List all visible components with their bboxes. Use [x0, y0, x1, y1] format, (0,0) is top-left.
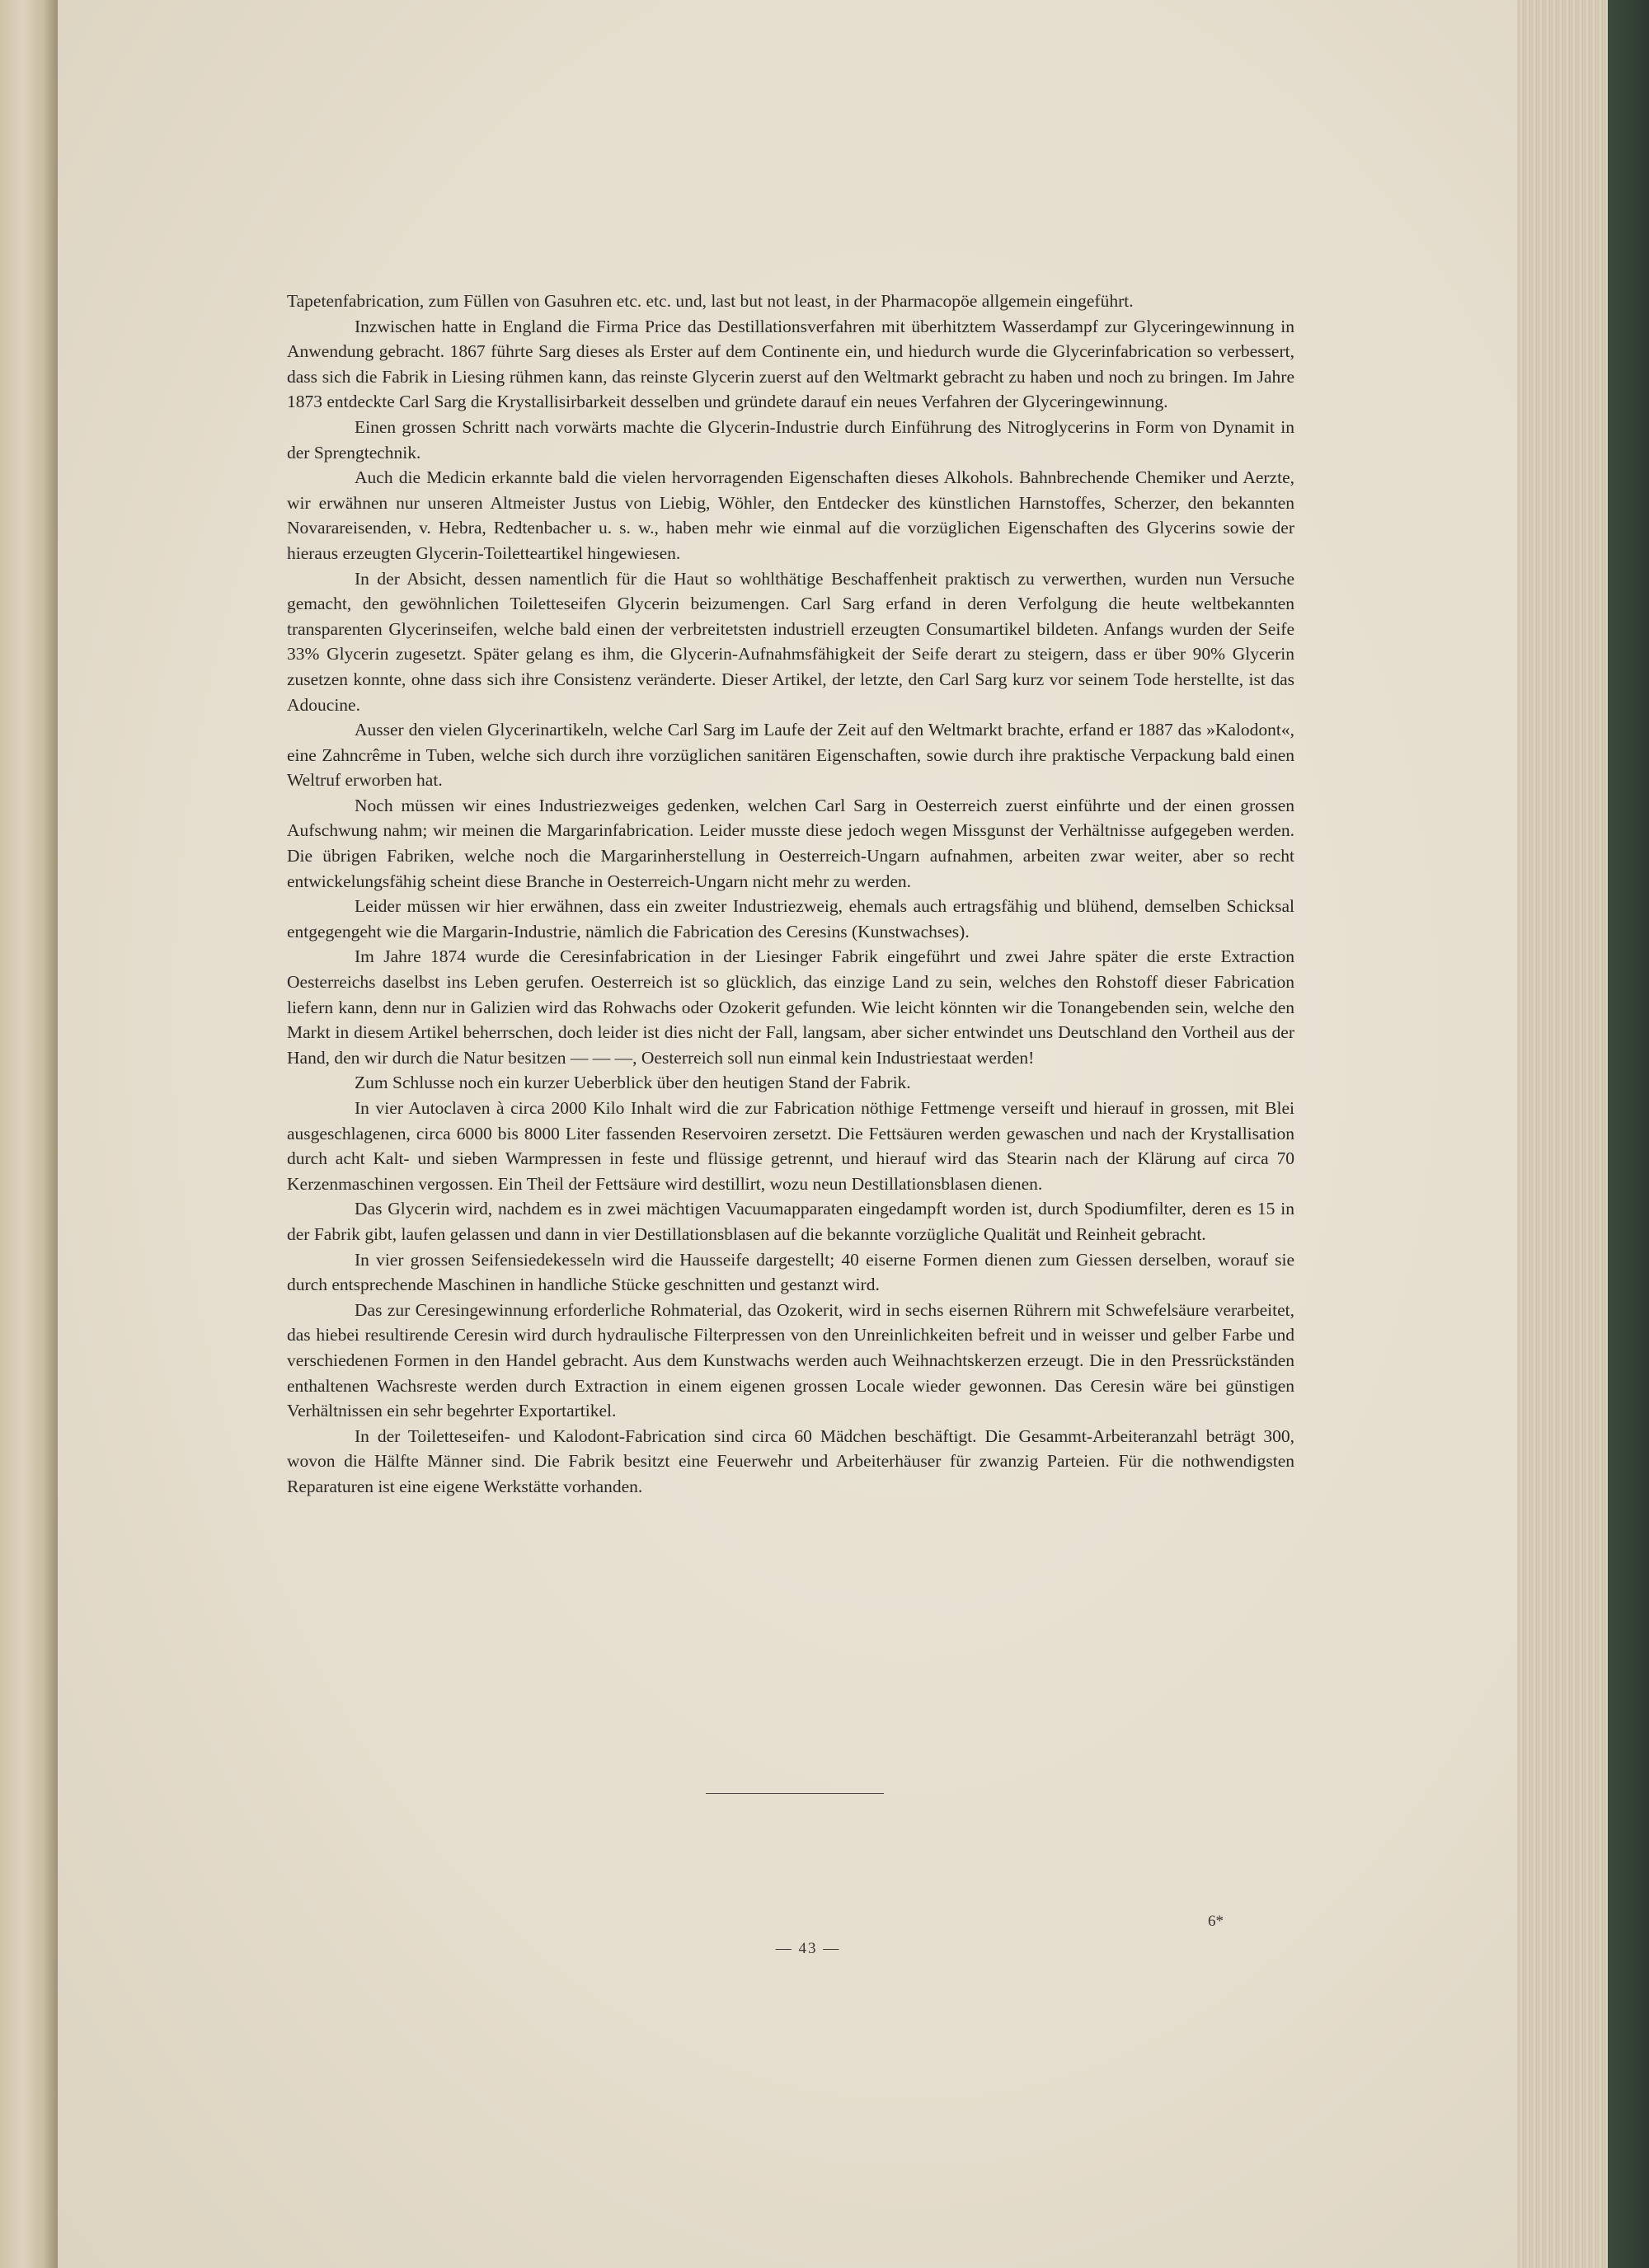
paragraph: Leider müssen wir hier erwähnen, dass ein zweiter Industriezweig, ehemals auch ertragsfähig und blühend, demselben Schicksal entgegengeht wie die Margarin-Industrie, nämlich die Fabrication des Ceresins (Kunstwachses). [287, 896, 1294, 941]
paragraph: Das zur Ceresingewinnung erforderliche Rohmaterial, das Ozokerit, wird in sechs eisernen Rührern mit Schwefelsäure verarbeitet, das hiebei resultirende Ceresin wird durch hydraulische Filterpressen von den Unreinlichkeiten befreit und in weisser und gelber Farbe und verschiedenen Formen in den Handel gebracht. Aus dem Kunstwachs werden auch Weihnachtskerzen erzeugt. Die in den Pressrückständen enthaltenen Wachsreste werden durch Extraction in einem eigenen grossen Locale wieder gewonnen. Das Ceresin wäre bei günstigen Verhältnissen ein sehr begehrter Exportartikel. [287, 1299, 1294, 1421]
paragraph: Ausser den vielen Glycerinartikeln, welche Carl Sarg im Laufe der Zeit auf den Weltmarkt brachte, erfand er 1887 das »Kalodont«, eine Zahncrême in Tuben, welche sich durch ihre vorzüglichen sanitären Eigenschaften, sowie durch ihre praktische Verpackung bald einen Weltruf erworben hat. [287, 720, 1294, 791]
page-number: — 43 — [775, 1940, 841, 1957]
paragraph: Noch müssen wir eines Industriezweiges gedenken, welchen Carl Sarg in Oesterreich zuerst einführte und der einen grossen Aufschwung nahm; wir meinen die Margarinfabrication. Leider musste diese jedoch wegen Missgunst der Verhältnisse aufgegeben werden. Die übrigen Fabriken, welche noch die Margarinherstellung in Oesterreich-Ungarn aufnahmen, arbeiten zwar weiter, aber so recht entwickelungsfähig scheint diese Branche in Oesterreich-Ungarn nicht mehr zu werden. [287, 795, 1294, 891]
binding-strip [1608, 0, 1649, 2268]
paragraph: In vier Autoclaven à circa 2000 Kilo Inhalt wird die zur Fabrication nöthige Fettmenge verseift und hierauf in grossen, mit Blei ausgeschlagenen, circa 6000 bis 8000 Liter fassenden Reservoiren zersetzt. Die Fettsäuren werden gewaschen und nach der Krystallisation durch acht Kalt- und sieben Warmpressen in feste und flüssige getrennt, und hierauf wird das Stearin nach der Klärung auf circa 70 Kerzenmaschinen vergossen. Ein Theil der Fettsäure wird destillirt, wozu neun Destillationsblasen dienen. [287, 1098, 1294, 1194]
paragraph: In der Absicht, dessen namentlich für die Haut so wohlthätige Beschaffenheit praktisch zu verwerthen, wurden nun Versuche gemacht, den gewöhnlichen Toiletteseifen Glycerin beizumengen. Carl Sarg erfand in deren Verfolgung die heute weltbekannten transparenten Glycerinseifen, welche bald einen der verbreitetsten industriell erzeugten Consumartikel bildeten. Anfangs wurden der Seife 33% Glycerin zugesetzt. Später gelang es ihm, die Glycerin-Aufnahmsfähigkeit der Seife derart zu steigern, dass er über 90% Glycerin zusetzen konnte, ohne dass sich ihre Consistenz veränderte. Dieser Artikel, der letzte, den Carl Sarg kurz vor seinem Tode herstellte, ist das Adoucine. [287, 568, 1294, 715]
signature-mark: 6* [1208, 1913, 1224, 1930]
stacked-page-edges [1517, 0, 1608, 2268]
paragraph: Im Jahre 1874 wurde die Ceresinfabrication in der Liesinger Fabrik eingeführt und zwei Jahre später die erste Extraction Oesterreichs daselbst ins Leben gerufen. Oesterreich ist so glücklich, das einzige Land zu sein, welches den Rohstoff dieser Fabrication liefern kann, denn nur in Galizien wird das Rohwachs oder Ozokerit gefunden. Wie leicht könnten wir die Tonangebenden sein, welche den Markt in diesem Artikel beherrschen, doch leider ist dies nicht der Fall, langsam, aber sicher entwindet uns Deutschland den Vortheil aus der Hand, den wir durch die Natur besitzen — — —, Oesterreich soll nun einmal kein Industriestaat werden! [287, 946, 1294, 1068]
paragraph: In vier grossen Seifensiedekesseln wird die Hausseife dargestellt; 40 eiserne Formen dienen zum Giessen derselben, worauf sie durch entsprechende Maschinen in handliche Stücke geschnitten und gestanzt wird. [287, 1249, 1294, 1295]
body-text [287, 289, 1294, 1500]
paragraph: Einen grossen Schritt nach vorwärts machte die Glycerin-Industrie durch Einführung des Nitroglycerins in Form von Dynamit in der Sprengtechnik. [287, 416, 1294, 463]
paragraph: Zum Schlusse noch ein kurzer Ueberblick über den heutigen Stand der Fabrik. [355, 1073, 911, 1093]
paragraph: Auch die Medicin erkannte bald die vielen hervorragenden Eigenschaften dieses Alkohols. Bahnbrechende Chemiker und Aerzte, wir erwähnen nur unseren Altmeister Justus von Liebig, Wöhler, den Entdecker des künstlichen Harnstoffes, Scherzer, den bekannten Novarareisenden, v. Hebra, Redtenbacher u. s. w., haben mehr wie einmal auf die vorzüglichen Eigenschaften des Glycerins sowie der hieraus erzeugten Glycerin-Toiletteartikel hingewiesen. [287, 467, 1294, 563]
end-rule [706, 1793, 884, 1794]
paragraph: In der Toiletteseifen- und Kalodont-Fabrication sind circa 60 Mädchen beschäftigt. Die Gesammt-Arbeiteranzahl beträgt 300, wovon die Hälfte Männer sind. Die Fabrik besitzt eine Feuerwehr und Arbeiterhäuser für zwanzig Parteien. Für die nothwendigsten Reparaturen ist eine eigene Werkstätte vorhanden. [287, 1425, 1294, 1496]
paragraph: Tapetenfabrication, zum Füllen von Gasuhren etc. etc. und, last but not least, in der Pharmacopöe allgemein eingeführt. [287, 291, 1134, 311]
paragraph: Inzwischen hatte in England die Firma Price das Destillationsverfahren mit überhitztem Wasserdampf zur Glyceringewinnung in Anwendung gebracht. 1867 führte Sarg dieses als Erster auf dem Continente ein, und hiedurch wurde die Glycerinfabrication so verbessert, dass sich die Fabrik in Liesing rühmen kann, das reinste Glycerin zuerst auf den Weltmarkt gebracht zu haben und noch zu bringen. Im Jahre 1873 entdeckte Carl Sarg die Krystallisirbarkeit desselben und gründete darauf ein neues Verfahren der Glyceringewinnung. [287, 316, 1294, 412]
paragraph: Das Glycerin wird, nachdem es in zwei mächtigen Vacuumapparaten eingedampft worden ist, durch Spodiumfilter, deren es 15 in der Fabrik gibt, laufen gelassen und dann in vier Destillationsblasen auf die bekannte vorzügliche Qualität und Reinheit gebracht. [287, 1199, 1294, 1244]
previous-page-edge [0, 0, 58, 2268]
